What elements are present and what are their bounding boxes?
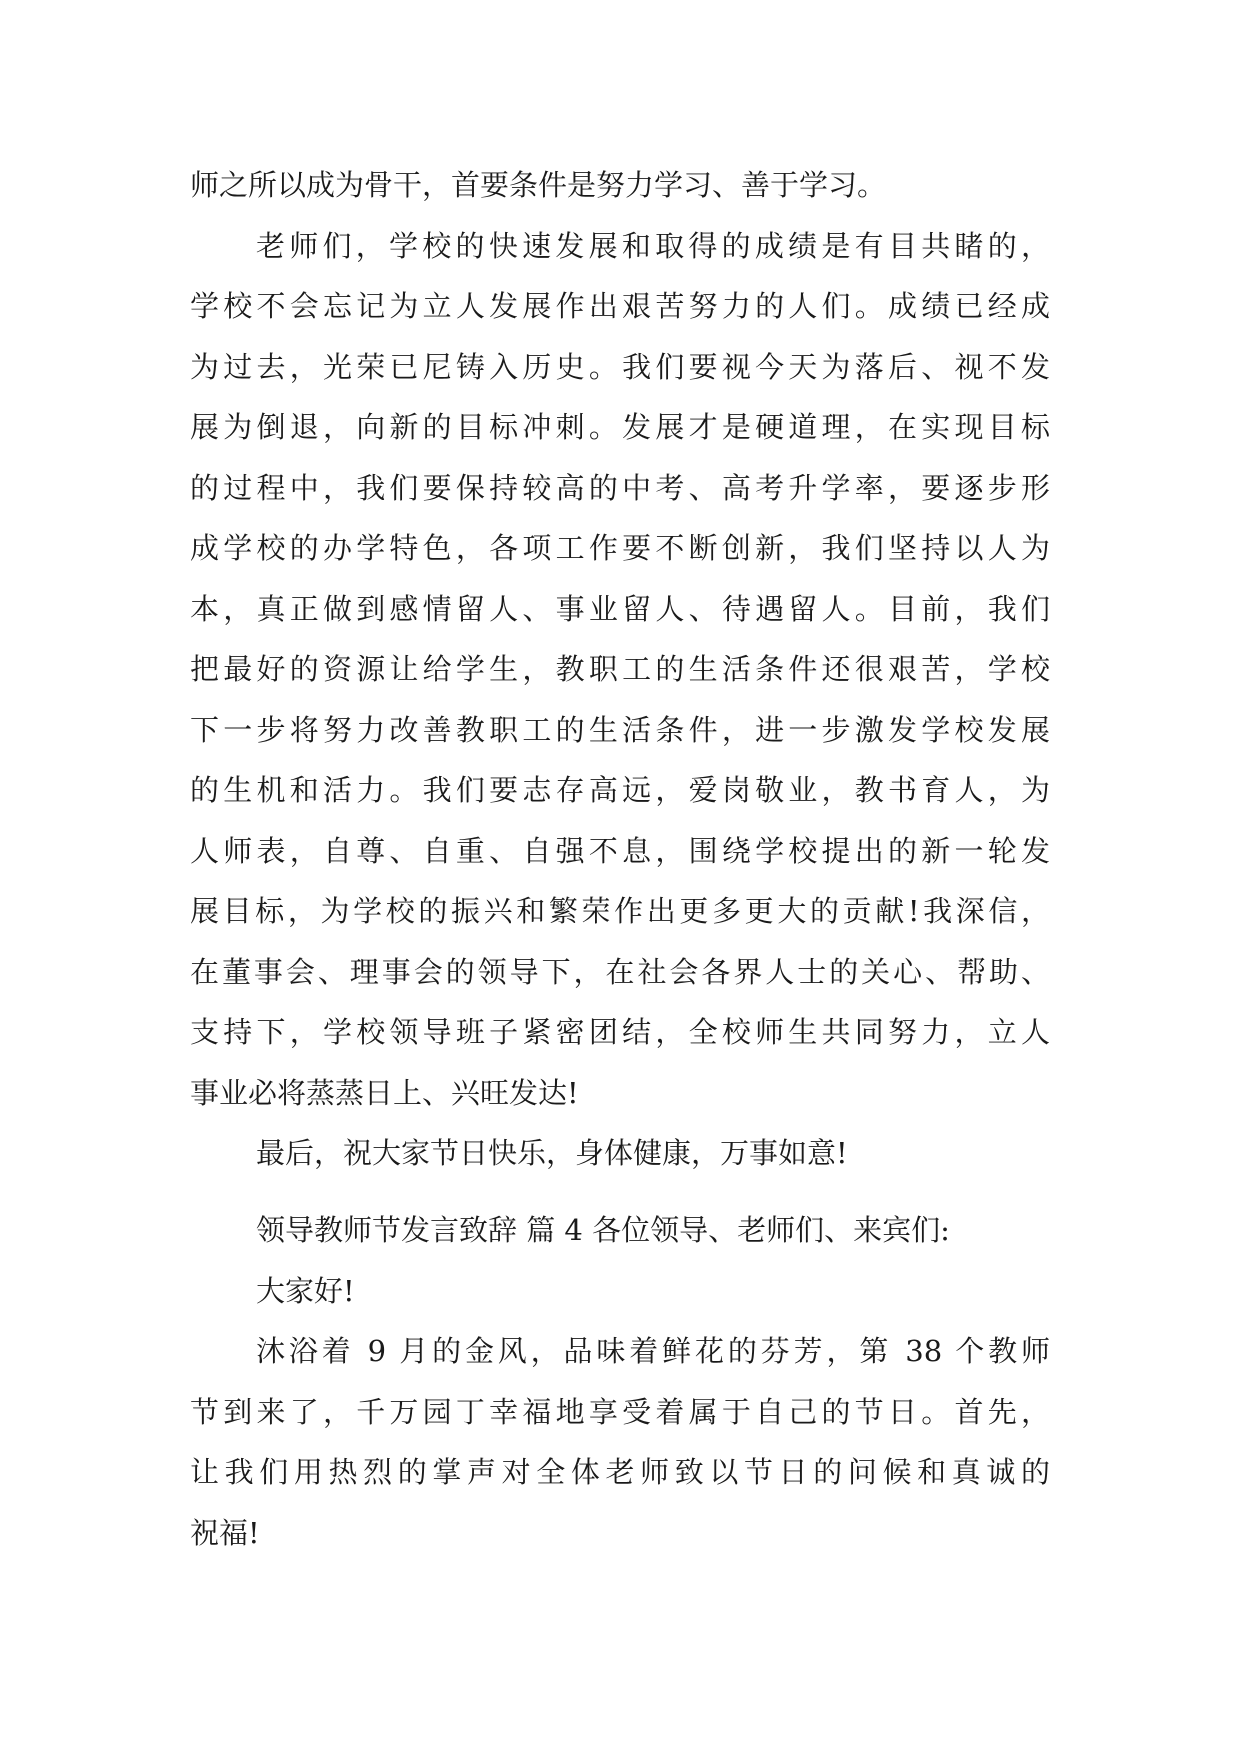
paragraph-line: 展为倒退，向新的目标冲刺。发展才是硬道理，在实现目标: [190, 410, 1050, 444]
paragraph-line: 老师们，学校的快速发展和取得的成绩是有目共睹的，: [256, 228, 1050, 263]
speech-section-4: [190, 1200, 1050, 1563]
paragraph-line: 人师表，自尊、自重、自强不息，围绕学校提出的新一轮发: [190, 833, 1050, 868]
paragraph-line: 学校不会忘记为立人发展作出艰苦努力的人们。成绩已经成: [190, 289, 1050, 323]
paragraph-line: 下一步将努力改善教职工的生活条件，进一步激发学校发展: [190, 712, 1050, 747]
paragraph-line: 沐浴着 9 月的金风，品味着鲜花的芬芳，第 38 个教师: [256, 1334, 1050, 1368]
paragraph-line: 师之所以成为骨干，首要条件是努力学习、善于学习。: [190, 168, 887, 202]
paragraph-line: 成学校的办学特色，各项工作要不断创新，我们坚持以人为: [190, 531, 1050, 565]
paragraph-line: 节到来了，千万园丁幸福地享受着属于自己的节日。首先，: [190, 1394, 1050, 1429]
paragraph-line: 的过程中，我们要保持较高的中考、高考升学率，要逐步形: [190, 470, 1050, 505]
paragraph-line: 的生机和活力。我们要志存高远，爱岗敬业，教书育人，为: [190, 773, 1050, 807]
closing-line: 最后，祝大家节日快乐，身体健康，万事如意!: [256, 1136, 848, 1170]
paragraph-line: 让我们用热烈的掌声对全体老师致以节日的问候和真诚的: [190, 1455, 1050, 1489]
paragraph-line: 展目标，为学校的振兴和繁荣作出更多更大的贡献!我深信，: [190, 894, 1050, 928]
section-heading: 领导教师节发言致辞 篇 4 各位领导、老师们、来宾们:: [256, 1213, 950, 1247]
paragraph-line: 为过去，光荣已尼铸入历史。我们要视今天为落后、视不发: [190, 349, 1050, 384]
paragraph-line: 支持下，学校领导班子紧密团结，全校师生共同努力，立人: [190, 1015, 1050, 1049]
paragraph-line: 本，真正做到感情留人、事业留人、待遇留人。目前，我们: [190, 591, 1050, 626]
paragraph-line: 在董事会、理事会的领导下，在社会各界人士的关心、帮助、: [190, 954, 1050, 989]
paragraph-line: 事业必将蒸蒸日上、兴旺发达!: [190, 1075, 579, 1110]
paragraph-line: 祝福!: [190, 1515, 260, 1550]
greeting-line: 大家好!: [256, 1273, 355, 1308]
speech-body-continued: [190, 155, 1050, 1184]
paragraph-line: 把最好的资源让给学生，教职工的生活条件还很艰苦，学校: [190, 652, 1050, 686]
